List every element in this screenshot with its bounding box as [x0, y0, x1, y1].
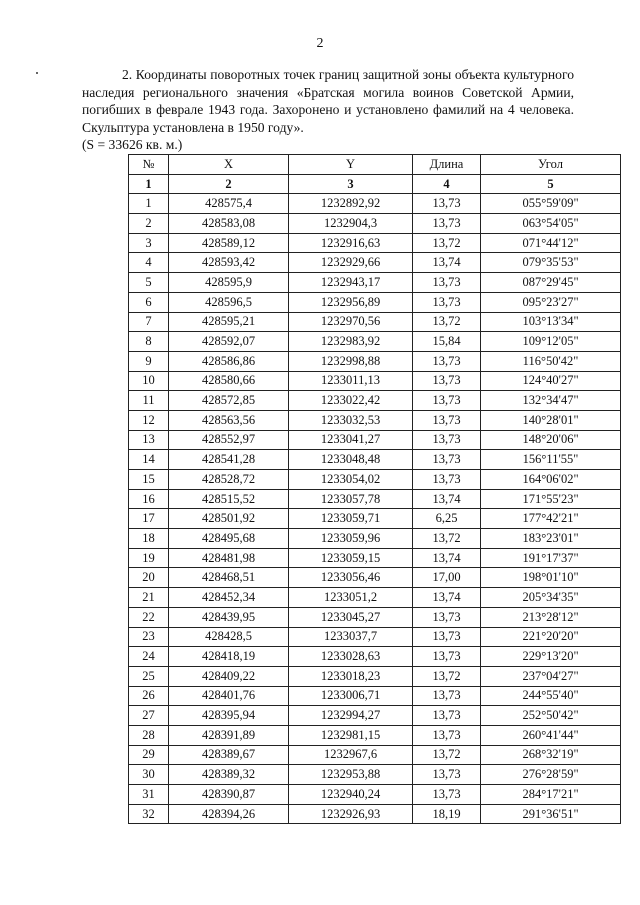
table-row — [129, 509, 621, 529]
cell-length: 13,73 — [413, 214, 481, 234]
cell-y: 1233022,42 — [289, 391, 413, 411]
cell-x: 428428,5 — [169, 627, 289, 647]
cell-number: 4 — [129, 253, 169, 273]
table-row — [129, 371, 621, 391]
area-note: (S = 33626 кв. м.) — [82, 137, 183, 152]
header-angle: Угол — [481, 155, 621, 175]
cell-y: 1232981,15 — [289, 725, 413, 745]
cell-x: 428409,22 — [169, 666, 289, 686]
table-row — [129, 647, 621, 667]
cell-x: 428586,86 — [169, 351, 289, 371]
cell-length: 13,73 — [413, 371, 481, 391]
table-row — [129, 470, 621, 490]
cell-angle: 055°59'09" — [481, 194, 621, 214]
cell-length: 13,73 — [413, 706, 481, 726]
cell-x: 428452,34 — [169, 588, 289, 608]
cell-angle: 103°13'34" — [481, 312, 621, 332]
cell-y: 1233011,13 — [289, 371, 413, 391]
cell-angle: 071°44'12" — [481, 233, 621, 253]
page-number: 2 — [316, 36, 324, 51]
table-row — [129, 568, 621, 588]
cell-number: 27 — [129, 706, 169, 726]
cell-y: 1232929,66 — [289, 253, 413, 273]
cell-length: 13,73 — [413, 450, 481, 470]
cell-length: 13,73 — [413, 430, 481, 450]
cell-number: 6 — [129, 292, 169, 312]
cell-angle: 244°55'40" — [481, 686, 621, 706]
header-length: Длина — [413, 155, 481, 175]
cell-number: 25 — [129, 666, 169, 686]
cell-x: 428595,9 — [169, 273, 289, 293]
header-number: № — [129, 155, 169, 175]
table-row — [129, 588, 621, 608]
cell-angle: 164°06'02" — [481, 470, 621, 490]
column-number: 1 — [129, 174, 169, 194]
table-row — [129, 627, 621, 647]
cell-length: 13,72 — [413, 529, 481, 549]
cell-y: 1233054,02 — [289, 470, 413, 490]
cell-number: 29 — [129, 745, 169, 765]
cell-number: 21 — [129, 588, 169, 608]
cell-length: 18,19 — [413, 804, 481, 824]
cell-y: 1232970,56 — [289, 312, 413, 332]
cell-x: 428595,21 — [169, 312, 289, 332]
cell-number: 14 — [129, 450, 169, 470]
cell-angle: 140°28'01" — [481, 410, 621, 430]
cell-y: 1232892,92 — [289, 194, 413, 214]
cell-y: 1232983,92 — [289, 332, 413, 352]
table-header-row — [129, 155, 621, 175]
cell-number: 7 — [129, 312, 169, 332]
table-row — [129, 430, 621, 450]
cell-y: 1232956,89 — [289, 292, 413, 312]
cell-angle: 087°29'45" — [481, 273, 621, 293]
cell-number: 5 — [129, 273, 169, 293]
table-row — [129, 745, 621, 765]
column-number: 3 — [289, 174, 413, 194]
cell-x: 428552,97 — [169, 430, 289, 450]
cell-number: 30 — [129, 765, 169, 785]
cell-number: 20 — [129, 568, 169, 588]
cell-number: 8 — [129, 332, 169, 352]
cell-x: 428575,4 — [169, 194, 289, 214]
cell-y: 1233006,71 — [289, 686, 413, 706]
cell-angle: 284°17'21" — [481, 785, 621, 805]
cell-angle: 237°04'27" — [481, 666, 621, 686]
cell-number: 1 — [129, 194, 169, 214]
cell-length: 13,74 — [413, 588, 481, 608]
cell-x: 428391,89 — [169, 725, 289, 745]
cell-length: 13,73 — [413, 607, 481, 627]
cell-length: 13,73 — [413, 686, 481, 706]
cell-x: 428592,07 — [169, 332, 289, 352]
cell-x: 428596,5 — [169, 292, 289, 312]
cell-number: 18 — [129, 529, 169, 549]
cell-angle: 291°36'51" — [481, 804, 621, 824]
cell-x: 428528,72 — [169, 470, 289, 490]
cell-angle: 124°40'27" — [481, 371, 621, 391]
cell-angle: 205°34'35" — [481, 588, 621, 608]
cell-x: 428389,32 — [169, 765, 289, 785]
cell-number: 26 — [129, 686, 169, 706]
cell-length: 13,73 — [413, 785, 481, 805]
cell-length: 6,25 — [413, 509, 481, 529]
cell-y: 1233059,71 — [289, 509, 413, 529]
cell-length: 13,72 — [413, 312, 481, 332]
table-row — [129, 785, 621, 805]
cell-angle: 260°41'44" — [481, 725, 621, 745]
cell-length: 13,73 — [413, 627, 481, 647]
cell-angle: 079°35'53" — [481, 253, 621, 273]
cell-angle: 063°54'05" — [481, 214, 621, 234]
cell-angle: 276°28'59" — [481, 765, 621, 785]
table-row — [129, 214, 621, 234]
cell-length: 13,73 — [413, 351, 481, 371]
cell-x: 428589,12 — [169, 233, 289, 253]
cell-y: 1233045,27 — [289, 607, 413, 627]
cell-angle: 213°28'12" — [481, 607, 621, 627]
cell-number: 16 — [129, 489, 169, 509]
header-y: Y — [289, 155, 413, 175]
cell-angle: 252°50'42" — [481, 706, 621, 726]
cell-length: 13,73 — [413, 273, 481, 293]
column-number: 5 — [481, 174, 621, 194]
cell-number: 12 — [129, 410, 169, 430]
table-row — [129, 450, 621, 470]
cell-length: 13,72 — [413, 745, 481, 765]
cell-x: 428541,28 — [169, 450, 289, 470]
table-row — [129, 489, 621, 509]
cell-length: 13,74 — [413, 253, 481, 273]
header-x: X — [169, 155, 289, 175]
cell-y: 1232953,88 — [289, 765, 413, 785]
coordinates-table-container — [128, 154, 621, 824]
coordinates-table — [128, 154, 621, 824]
cell-number: 19 — [129, 548, 169, 568]
cell-x: 428501,92 — [169, 509, 289, 529]
table-row — [129, 292, 621, 312]
cell-y: 1232904,3 — [289, 214, 413, 234]
cell-x: 428468,51 — [169, 568, 289, 588]
cell-length: 17,00 — [413, 568, 481, 588]
cell-length: 13,73 — [413, 765, 481, 785]
cell-x: 428593,42 — [169, 253, 289, 273]
cell-y: 1233028,63 — [289, 647, 413, 667]
cell-angle: 116°50'42" — [481, 351, 621, 371]
cell-x: 428389,67 — [169, 745, 289, 765]
cell-angle: 109°12'05" — [481, 332, 621, 352]
cell-angle: 268°32'19" — [481, 745, 621, 765]
cell-angle: 095°23'27" — [481, 292, 621, 312]
cell-length: 13,73 — [413, 647, 481, 667]
cell-angle: 191°17'37" — [481, 548, 621, 568]
cell-length: 13,73 — [413, 470, 481, 490]
column-number: 2 — [169, 174, 289, 194]
cell-angle: 171°55'23" — [481, 489, 621, 509]
cell-number: 9 — [129, 351, 169, 371]
cell-x: 428394,26 — [169, 804, 289, 824]
cell-x: 428401,76 — [169, 686, 289, 706]
table-row — [129, 332, 621, 352]
table-row — [129, 548, 621, 568]
cell-number: 2 — [129, 214, 169, 234]
table-row — [129, 804, 621, 824]
cell-angle: 132°34'47" — [481, 391, 621, 411]
cell-angle: 177°42'21" — [481, 509, 621, 529]
cell-x: 428583,08 — [169, 214, 289, 234]
cell-number: 31 — [129, 785, 169, 805]
cell-angle: 148°20'06" — [481, 430, 621, 450]
cell-x: 428515,52 — [169, 489, 289, 509]
table-row — [129, 194, 621, 214]
table-row — [129, 351, 621, 371]
table-row — [129, 666, 621, 686]
cell-angle: 156°11'55" — [481, 450, 621, 470]
cell-x: 428580,66 — [169, 371, 289, 391]
table-body — [129, 194, 621, 824]
cell-length: 13,72 — [413, 666, 481, 686]
cell-length: 13,73 — [413, 391, 481, 411]
section-heading-paragraph: 2. Координаты поворотных точек границ защитной зоны объекта культурного наследия регионального значения «Братская могила воинов Советской Армии, погибших в феврале 1943 года. Захоронено и установлено фамилий на 4 человека. Скульптура установлена в 1950 году». — [82, 67, 574, 135]
cell-y: 1233032,53 — [289, 410, 413, 430]
table-row — [129, 607, 621, 627]
cell-length: 13,73 — [413, 194, 481, 214]
table-row — [129, 391, 621, 411]
table-row — [129, 312, 621, 332]
column-number-row — [129, 174, 621, 194]
cell-angle: 198°01'10" — [481, 568, 621, 588]
cell-x: 428563,56 — [169, 410, 289, 430]
table-row — [129, 725, 621, 745]
table-row — [129, 765, 621, 785]
cell-angle: 183°23'01" — [481, 529, 621, 549]
cell-length: 13,74 — [413, 548, 481, 568]
cell-number: 3 — [129, 233, 169, 253]
cell-number: 17 — [129, 509, 169, 529]
cell-length: 13,72 — [413, 233, 481, 253]
cell-number: 10 — [129, 371, 169, 391]
cell-x: 428390,87 — [169, 785, 289, 805]
cell-y: 1233051,2 — [289, 588, 413, 608]
cell-number: 32 — [129, 804, 169, 824]
cell-y: 1233037,7 — [289, 627, 413, 647]
table-row — [129, 233, 621, 253]
cell-y: 1233059,96 — [289, 529, 413, 549]
cell-number: 11 — [129, 391, 169, 411]
table-row — [129, 686, 621, 706]
cell-angle: 221°20'20" — [481, 627, 621, 647]
cell-angle: 229°13'20" — [481, 647, 621, 667]
cell-y: 1233059,15 — [289, 548, 413, 568]
cell-x: 428395,94 — [169, 706, 289, 726]
table-row — [129, 410, 621, 430]
cell-x: 428495,68 — [169, 529, 289, 549]
cell-number: 28 — [129, 725, 169, 745]
cell-x: 428481,98 — [169, 548, 289, 568]
cell-x: 428572,85 — [169, 391, 289, 411]
table-row — [129, 529, 621, 549]
column-number: 4 — [413, 174, 481, 194]
cell-y: 1233018,23 — [289, 666, 413, 686]
cell-length: 15,84 — [413, 332, 481, 352]
cell-y: 1232994,27 — [289, 706, 413, 726]
cell-y: 1232926,93 — [289, 804, 413, 824]
cell-length: 13,73 — [413, 292, 481, 312]
cell-y: 1233057,78 — [289, 489, 413, 509]
cell-y: 1232943,17 — [289, 273, 413, 293]
table-row — [129, 706, 621, 726]
cell-length: 13,74 — [413, 489, 481, 509]
cell-number: 13 — [129, 430, 169, 450]
cell-number: 22 — [129, 607, 169, 627]
table-row — [129, 273, 621, 293]
cell-x: 428439,95 — [169, 607, 289, 627]
cell-number: 24 — [129, 647, 169, 667]
cell-length: 13,73 — [413, 410, 481, 430]
table-row — [129, 253, 621, 273]
cell-x: 428418,19 — [169, 647, 289, 667]
cell-y: 1232967,6 — [289, 745, 413, 765]
cell-y: 1233048,48 — [289, 450, 413, 470]
cell-y: 1232916,63 — [289, 233, 413, 253]
cell-y: 1233056,46 — [289, 568, 413, 588]
cell-y: 1232998,88 — [289, 351, 413, 371]
cell-number: 15 — [129, 470, 169, 490]
cell-number: 23 — [129, 627, 169, 647]
cell-y: 1233041,27 — [289, 430, 413, 450]
cell-y: 1232940,24 — [289, 785, 413, 805]
cell-length: 13,73 — [413, 725, 481, 745]
scan-speck — [36, 72, 38, 74]
